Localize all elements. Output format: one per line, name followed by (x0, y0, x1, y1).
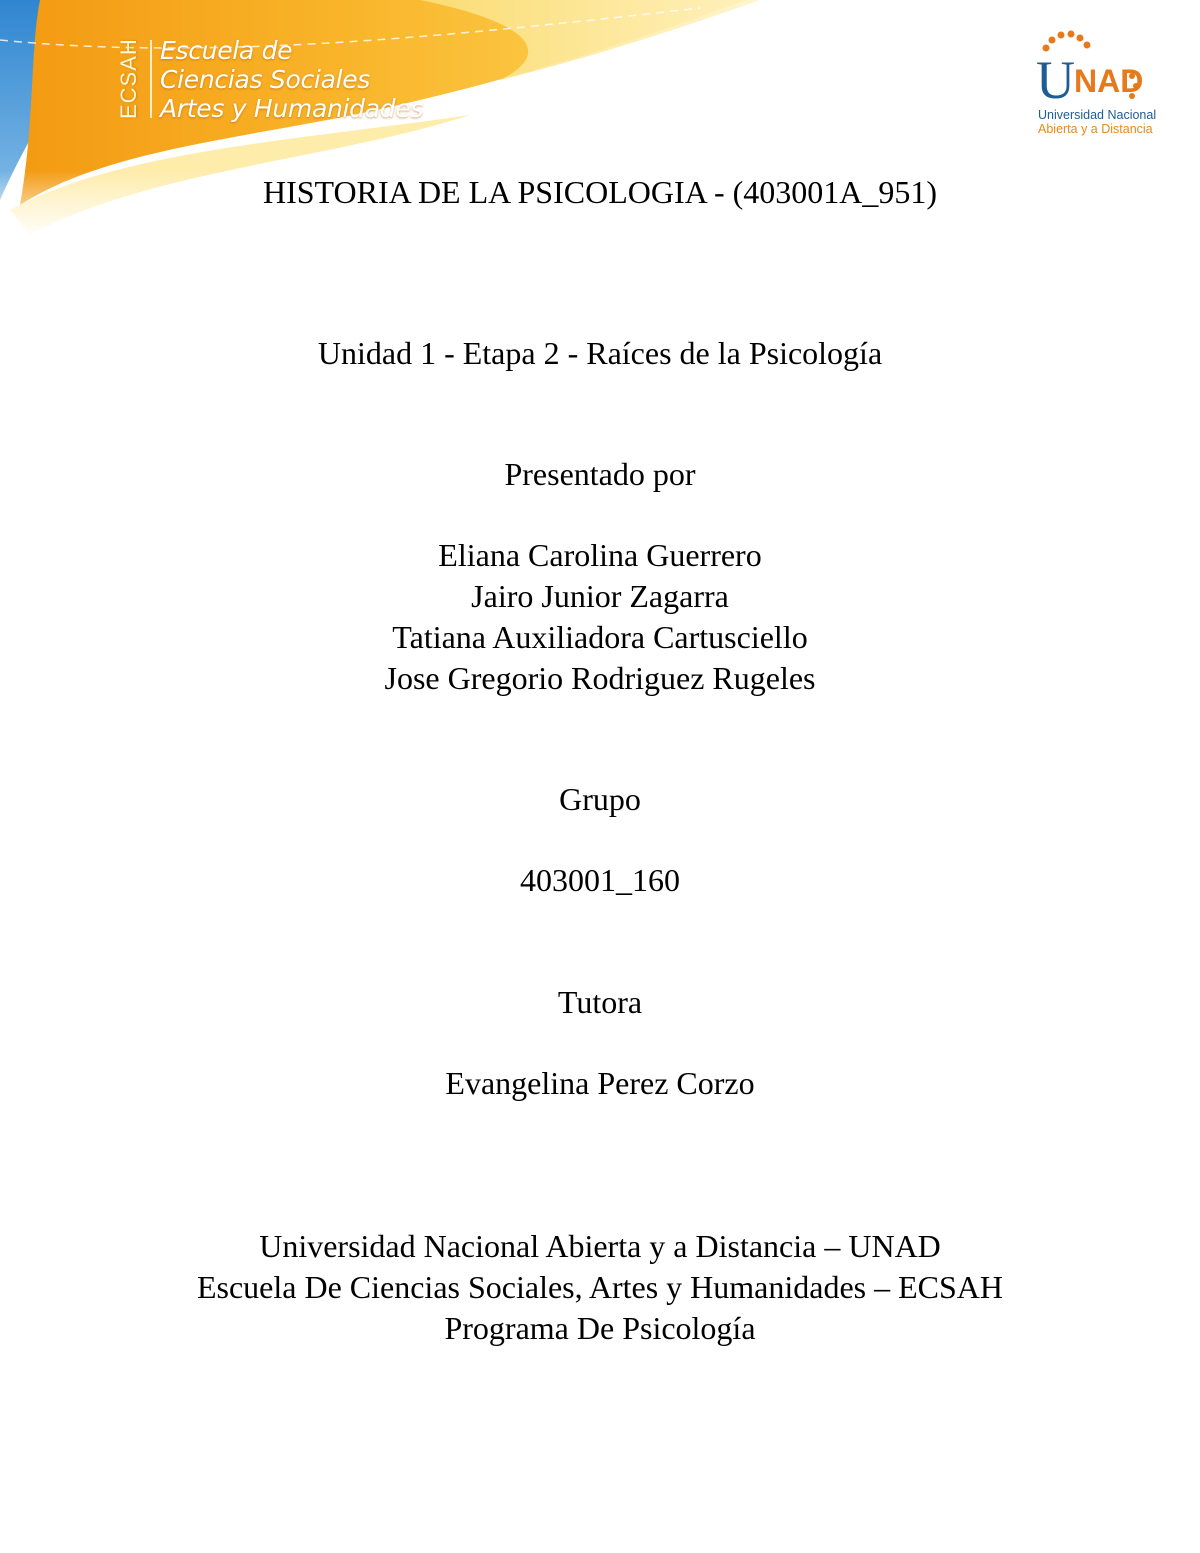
author-2: Jairo Junior Zagarra (471, 578, 729, 614)
author-4: Jose Gregorio Rodriguez Rugeles (384, 660, 816, 696)
presented-by-label: Presentado por (504, 456, 696, 492)
unad-university-name: Universidad Nacional (1038, 108, 1157, 122)
author-3: Tatiana Auxiliadora Cartusciello (392, 619, 808, 655)
school-name-line-3: Artes y Humanidades (160, 93, 424, 123)
svg-text:U: U (1036, 50, 1075, 108)
ecsah-logo (112, 36, 423, 122)
school-name-line-1: Escuela de (160, 35, 293, 65)
unad-university-subname: Abierta y a Distancia (1038, 122, 1153, 136)
course-title: HISTORIA DE LA PSICOLOGIA - (403001A_951) (262, 174, 938, 210)
unad-logo-mark (1028, 28, 1168, 108)
institution-line-2: Escuela De Ciencias Sociales, Artes y Humanidades – ECSAH (196, 1269, 1004, 1305)
svg-text:NAD: NAD (1074, 63, 1144, 99)
ecsah-divider (150, 40, 152, 118)
group-number: 403001_160 (520, 862, 680, 898)
author-1: Eliana Carolina Guerrero (438, 537, 762, 573)
institution-line-3: Programa De Psicología (444, 1310, 756, 1346)
ecsah-abbrev: ECSAH (116, 38, 141, 120)
institution-line-1: Universidad Nacional Abierta y a Distancia – UNAD (259, 1228, 941, 1264)
group-label: Grupo (559, 781, 641, 817)
tutor-label: Tutora (557, 984, 643, 1020)
unad-logo (1028, 28, 1168, 138)
tutor-name: Evangelina Perez Corzo (445, 1065, 755, 1101)
unit-title: Unidad 1 - Etapa 2 - Raíces de la Psicología (317, 335, 883, 371)
school-name-line-2: Ciencias Sociales (160, 64, 371, 94)
